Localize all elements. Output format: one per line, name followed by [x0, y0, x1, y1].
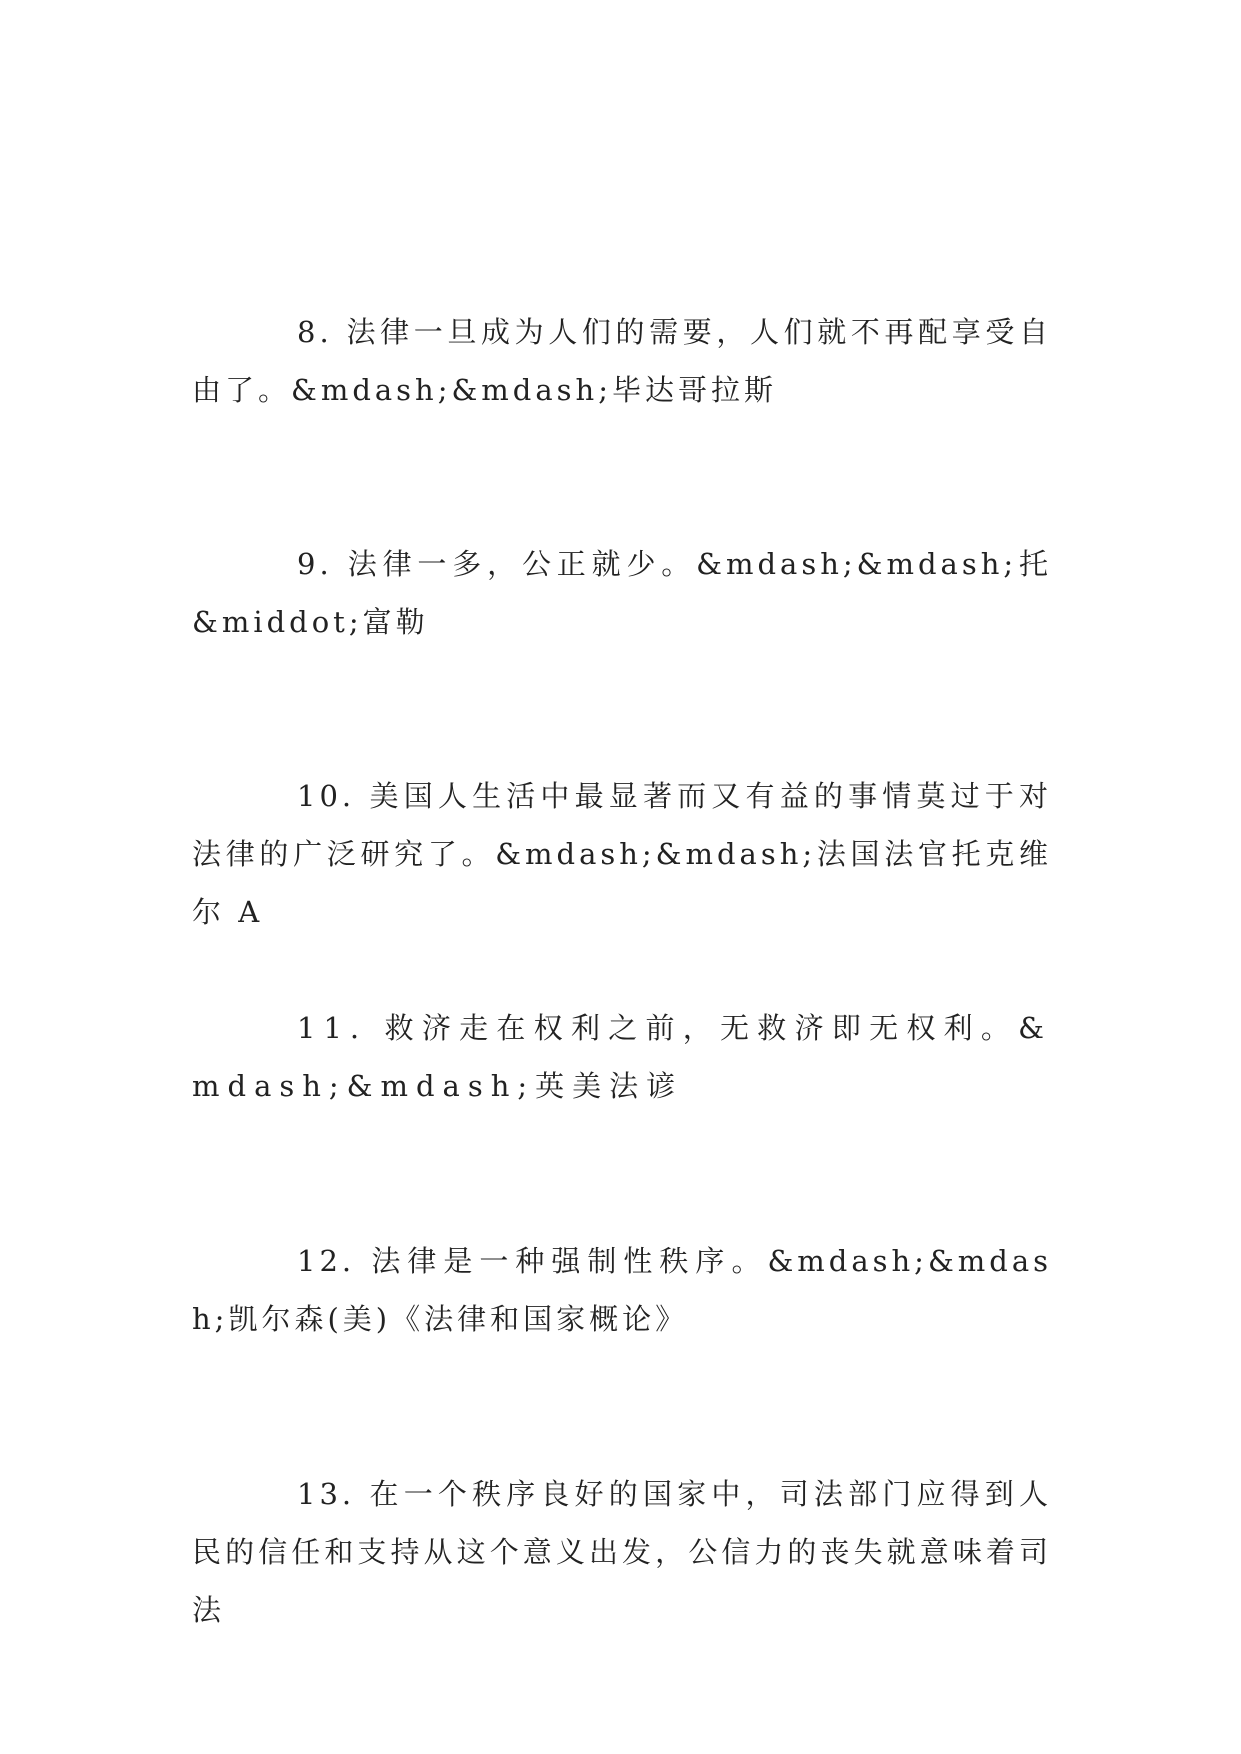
paragraph-9: 9. 法律一多，公正就少。&mdash;&mdash;托&middot;富勒: [192, 547, 1052, 639]
paragraph-8: 8. 法律一旦成为人们的需要，人们就不再配享受自由了。&mdash;&mdash;毕达哥拉斯: [192, 315, 1052, 407]
paragraph-13: 13. 在一个秩序良好的国家中，司法部门应得到人民的信任和支持从这个意义出发，公信力的丧失就意味着司法: [192, 1477, 1052, 1627]
paragraph-12: 12. 法律是一种强制性秩序。&mdash;&mdash;凯尔森(美)《法律和国家概论》: [192, 1244, 1052, 1336]
paragraph-11: 11. 救济走在权利之前，无救济即无权利。&mdash;&mdash;英美法谚: [192, 1011, 1052, 1103]
paragraph-10: 10. 美国人生活中最显著而又有益的事情莫过于对法律的广泛研究了。&mdash;&mdash;法国法官托克维尔 A: [192, 779, 1052, 929]
